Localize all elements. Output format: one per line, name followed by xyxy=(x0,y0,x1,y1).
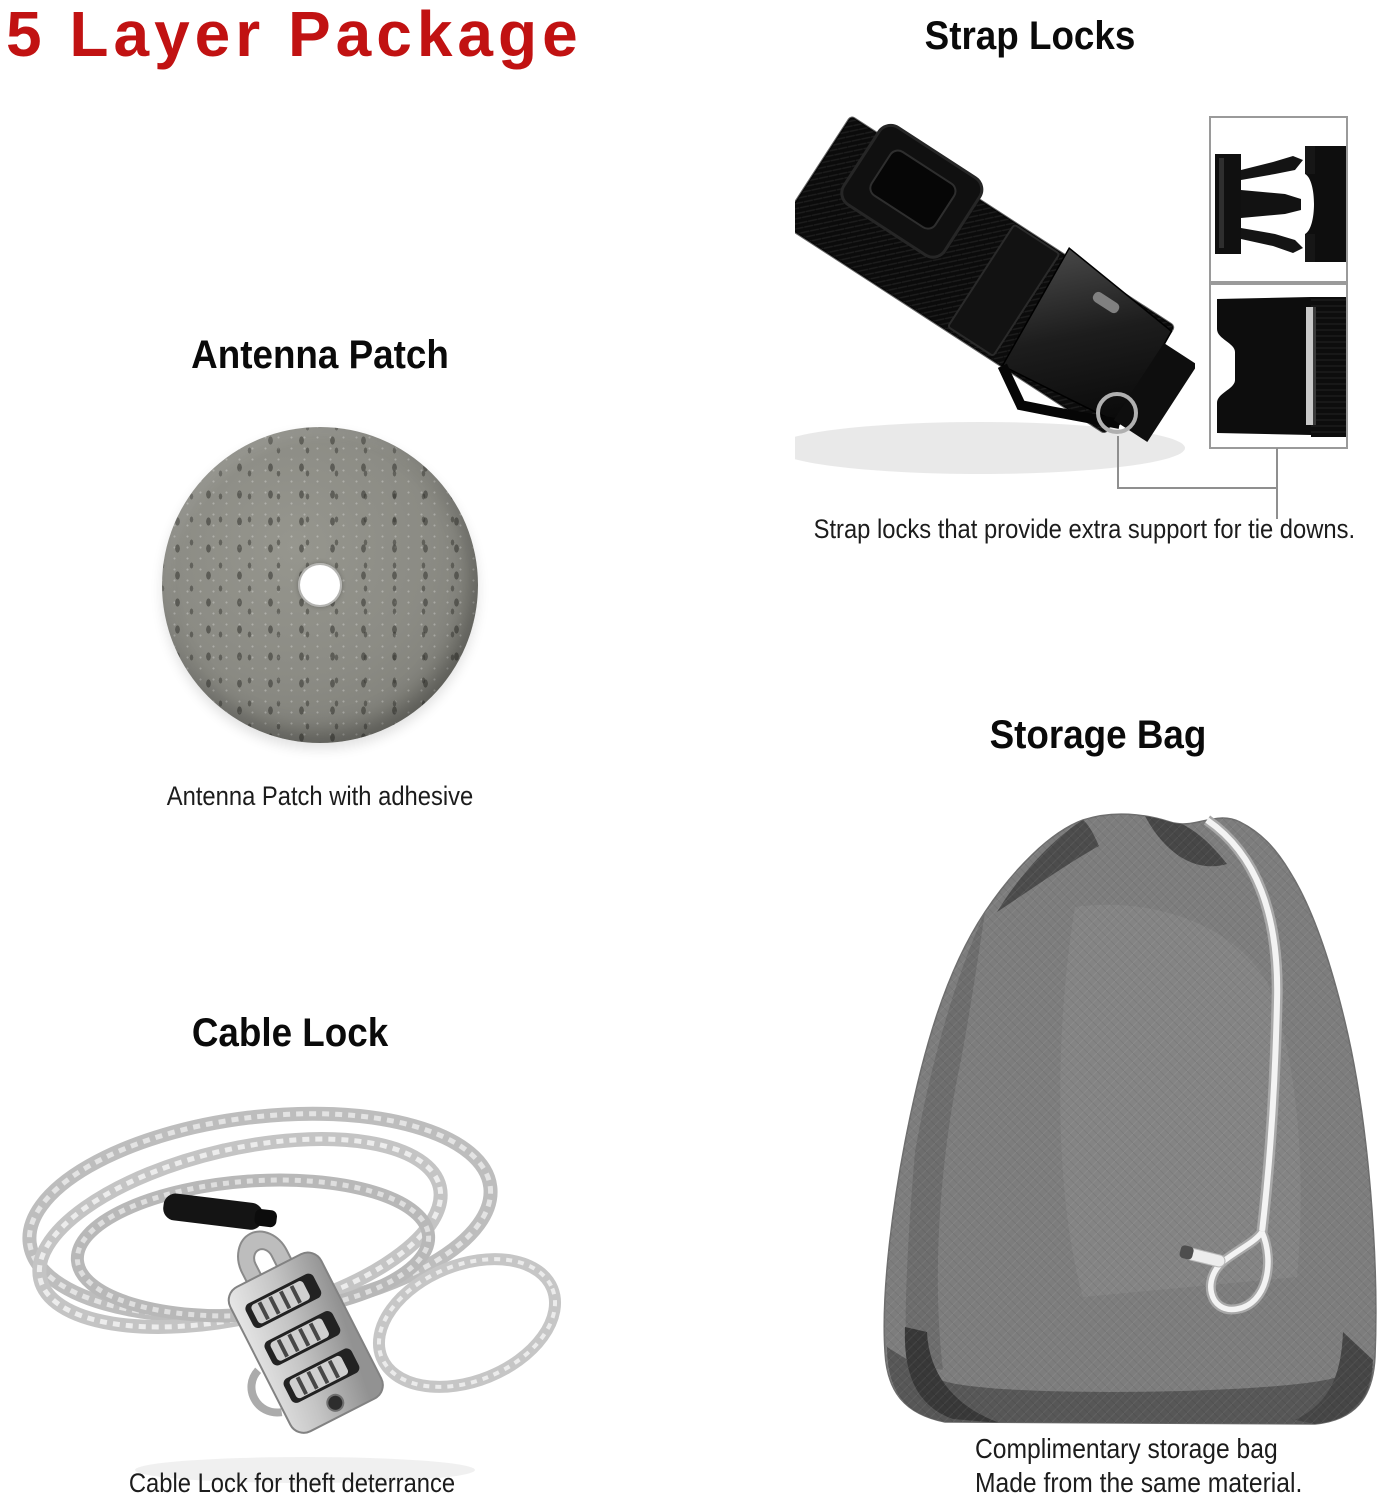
antenna-patch-heading: Antenna Patch xyxy=(191,333,449,377)
strap-locks-photo xyxy=(795,110,1195,505)
buckle-open-inset xyxy=(1209,116,1348,283)
strap-locks-caption: Strap locks that provide extra support for tie downs. xyxy=(813,514,1356,544)
storage-bag-caption-line2: Made from the same material. xyxy=(975,1467,1303,1498)
cable-lock-caption: Cable Lock for theft deterrance xyxy=(128,1468,456,1498)
cable-lock-photo xyxy=(5,1085,590,1485)
cable-lock-heading: Cable Lock xyxy=(191,1011,389,1055)
antenna-patch-caption: Antenna Patch with adhesive xyxy=(166,781,474,811)
callout-line-vertical-right xyxy=(1276,448,1278,519)
page-title: 5 Layer Package xyxy=(6,0,583,70)
storage-bag-caption xyxy=(975,1432,1302,1500)
buckle-closed-inset xyxy=(1209,283,1348,449)
antenna-patch-photo xyxy=(162,427,478,743)
storage-bag-caption-line1: Complimentary storage bag xyxy=(975,1433,1278,1464)
callout-line-vertical-left xyxy=(1117,436,1119,489)
patch-center-hole xyxy=(298,563,342,607)
storage-bag-photo xyxy=(845,792,1394,1442)
cable-end-sleeve xyxy=(162,1192,278,1233)
callout-line-horizontal xyxy=(1117,487,1278,489)
storage-bag-heading: Storage Bag xyxy=(989,713,1207,757)
strap-locks-heading: Strap Locks xyxy=(924,14,1136,58)
buckle-open-graphic xyxy=(1211,118,1346,281)
buckle-closed-graphic xyxy=(1211,285,1346,447)
